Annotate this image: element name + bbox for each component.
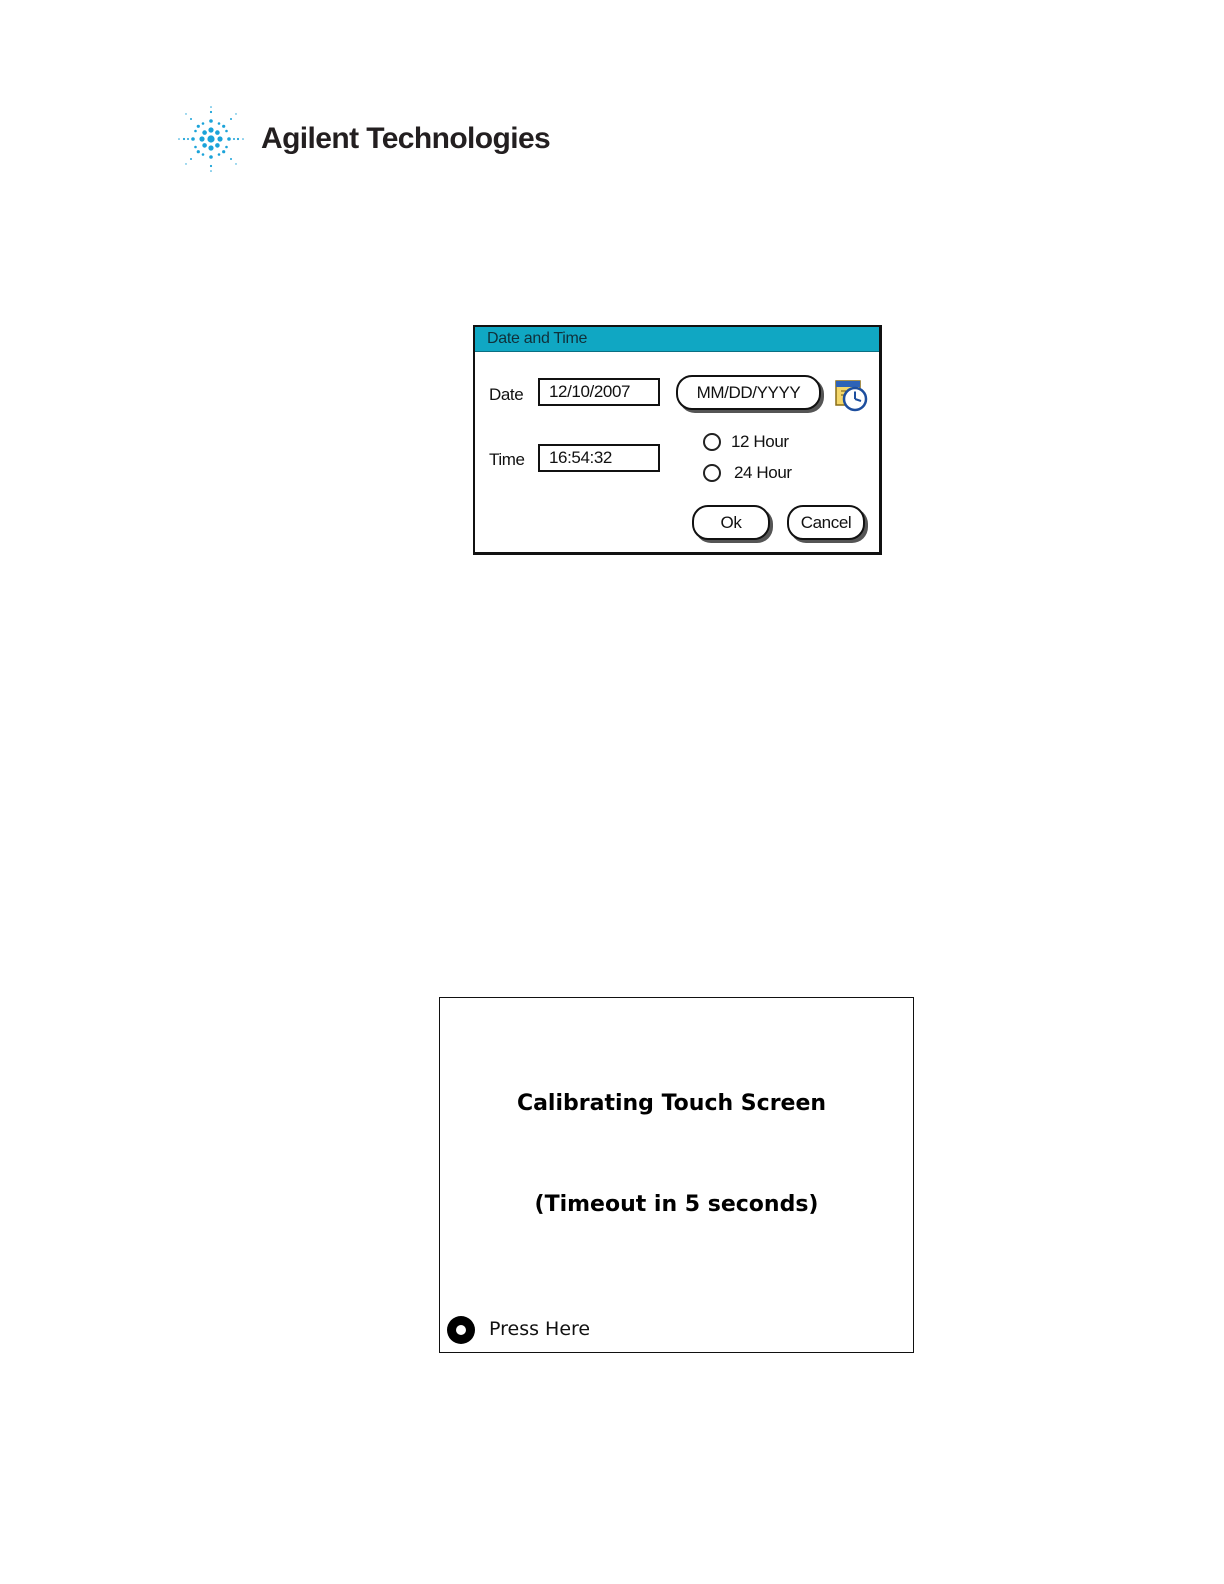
calibration-title: Calibrating Touch Screen (516, 1091, 827, 1116)
radio-24-hour-label: 24 Hour (734, 463, 792, 482)
touch-target-icon[interactable] (447, 1316, 475, 1344)
date-format-button[interactable]: MM/DD/YYYY (676, 375, 821, 410)
time-field[interactable]: 16:54:32 (538, 444, 660, 472)
agilent-spark-icon (176, 104, 246, 174)
cancel-button[interactable]: Cancel (787, 505, 865, 540)
ok-button[interactable]: Ok (692, 505, 770, 540)
dialog-title-bar (475, 327, 879, 352)
radio-24-hour-circle[interactable] (703, 464, 721, 482)
calendar-clock-icon[interactable] (833, 377, 869, 413)
date-label: Date (489, 385, 524, 404)
time-label: Time (489, 450, 525, 469)
agilent-logo (176, 104, 551, 176)
dialog-title: Date and Time (487, 330, 588, 347)
calibration-screen (439, 997, 914, 1353)
calibration-timeout: (Timeout in 5 seconds) (534, 1192, 819, 1217)
date-time-dialog (473, 325, 882, 555)
company-name: Agilent Technologies (261, 122, 551, 155)
date-field[interactable]: 12/10/2007 (538, 378, 660, 406)
radio-12-hour-circle[interactable] (703, 433, 721, 451)
radio-12-hour-label: 12 Hour (731, 432, 789, 451)
press-here-label: Press Here (489, 1318, 591, 1340)
